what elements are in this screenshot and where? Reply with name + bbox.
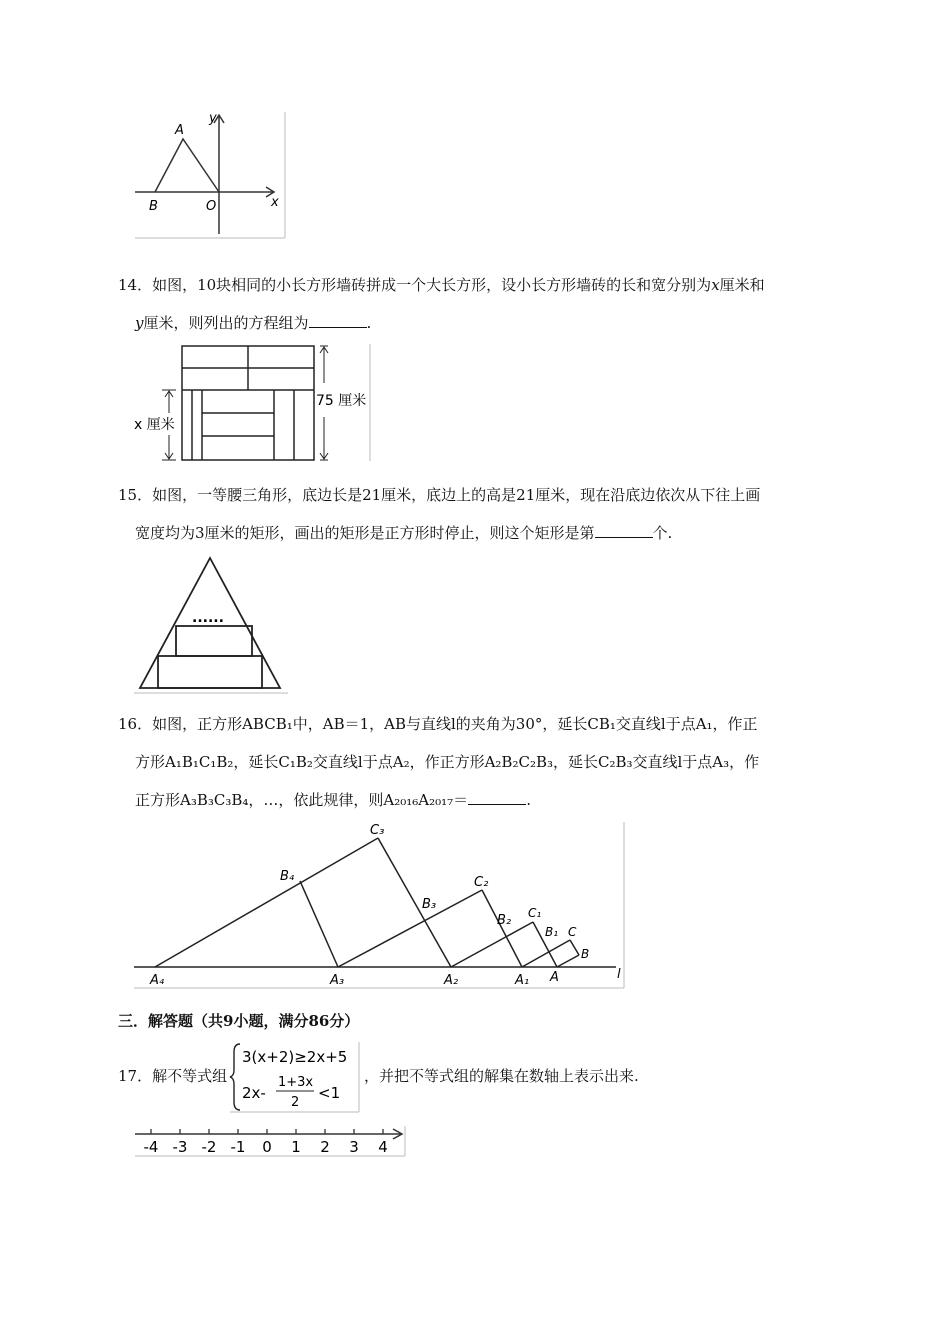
question-14-line1 [118,266,838,304]
answer-blank[interactable] [309,313,367,328]
question-text: 个. [652,524,673,542]
question-text: ，并把不等式组的解集在数轴上表示出来. [364,1067,639,1085]
segment-a-b [557,955,579,967]
label-c2: C₂ [474,875,489,890]
segment-c3-a2 [378,838,451,967]
question-15 [118,476,838,552]
label-b: B [581,947,590,961]
label-a1: A₁ [515,973,530,988]
question-14-line2 [118,304,838,342]
question-15-line1 [118,476,838,514]
question-number: 15． [118,486,153,504]
axis-tick-label: -2 [201,1138,217,1156]
axis-tick-label: 3 [349,1138,359,1156]
label-b4: B₄ [280,869,295,884]
label-l: l [617,967,621,982]
answer-blank[interactable] [595,523,653,538]
question-text: 正方形A₃B₃C₃B₄，…，依此规律，则A₂₀₁₆A₂₀₁₇＝ [135,791,469,809]
brace-icon [230,1044,240,1110]
label-b3: B₃ [422,897,437,912]
figure-q13 [133,108,288,241]
segment-c2-a1 [482,890,522,967]
question-14 [118,266,838,342]
label-x: x [271,195,279,210]
question-16-line2 [118,743,838,781]
fraction-numerator: 1+3x [278,1075,314,1090]
rectangle-2 [176,626,252,656]
variable-y: y [135,314,144,332]
label-a2: A₂ [444,973,459,988]
punctuation: . [366,314,372,332]
inequality-1: 3(x+2)≥2x+5 [242,1048,348,1066]
question-16-line1 [118,705,838,743]
figure-q16 [130,818,630,993]
question-text: 解不等式组 [152,1067,228,1085]
question-17-tail [364,1065,764,1087]
question-15-line2 [118,514,838,552]
label-b: B [149,199,158,214]
figure-q14 [130,341,375,465]
question-text: 如图，一等腰三角形，底边长是21厘米，底边上的高是21厘米，现在沿底边依次从下往上画 [152,486,761,504]
axis-tick-label: -1 [230,1138,246,1156]
label-c3: C₃ [370,823,385,838]
axis-ticks [144,1129,388,1156]
figure-q15 [132,554,290,696]
fraction-denominator: 2 [291,1095,300,1110]
triangle-aob [155,139,219,192]
question-text: 方形A₁B₁C₁B₂，延长C₁B₂交直线l于点A₂，作正方形A₂B₂C₂B₃，延长C₂B₃交直线l于点A₃，作 [135,753,760,771]
side-label: x 厘米 [134,417,175,433]
question-text: 宽度均为3厘米的矩形，画出的矩形是正方形时停止，则这个矩形是第 [135,524,595,542]
segment-b4-a3 [300,881,338,967]
segment-a1-c [522,940,570,967]
height-label: 75 厘米 [316,393,367,409]
inequality-2-left: 2x- [242,1084,266,1102]
label-c1: C₁ [528,906,542,920]
question-16-line3 [118,781,838,819]
question-text: 如图，10块相同的小长方形墙砖拼成一个大长方形，设小长方形墙砖的长和宽分别为 [152,276,712,294]
axis-tick-label: 1 [291,1138,301,1156]
segment-c-b [570,940,579,955]
axis-tick-label: 4 [378,1138,388,1156]
axis-tick-label: -3 [172,1138,188,1156]
inequality-2-right: <1 [318,1084,341,1102]
segment-a4-c3 [155,838,378,967]
number-line[interactable] [133,1124,409,1158]
question-16 [118,705,838,819]
question-text: 厘米，则列出的方程组为 [143,314,309,332]
variable-x: x [711,276,720,294]
rectangle-1 [158,656,262,688]
question-number: 16． [118,715,153,733]
axis-tick-label: -4 [143,1138,159,1156]
label-a4: A₄ [150,973,165,988]
label-c: C [568,925,577,939]
question-text: 如图，正方形ABCB₁中，AB＝1，AB与直线l的夹角为30°，延长CB₁交直线l于点A₁，作正 [152,715,758,733]
label-b1: B₁ [545,925,559,939]
label-a: A [175,123,184,138]
answer-blank[interactable] [468,790,526,805]
segment-a2-c1 [451,922,533,967]
label-y: y [209,111,217,126]
question-number: 17． [118,1067,153,1085]
axis-tick-label: 0 [262,1138,272,1156]
label-a: A [550,970,559,985]
segment-a3-c2 [338,890,482,967]
label-b2: B₂ [497,913,512,928]
label-o: O [206,199,217,214]
punctuation: . [526,791,531,809]
inequality-system [228,1040,363,1114]
ellipsis-dots: ...... [192,610,224,626]
question-number: 14． [118,276,153,294]
question-text: 厘米和 [719,276,765,294]
axis-tick-label: 2 [320,1138,330,1156]
label-a3: A₃ [330,973,345,988]
section-3-title: 三．解答题（共9小题，满分86分） [118,1012,360,1030]
